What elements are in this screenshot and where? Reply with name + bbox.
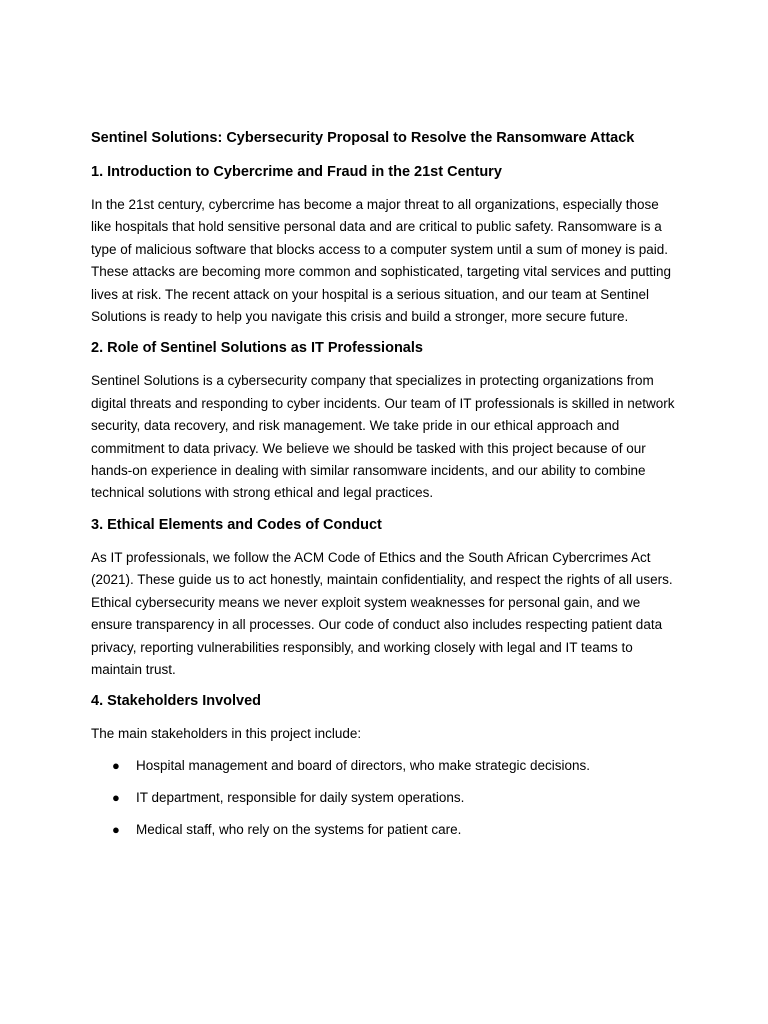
bullet-icon: ● <box>112 789 120 805</box>
stakeholder-list <box>91 756 681 840</box>
section-2-heading: 2. Role of Sentinel Solutions as IT Professionals <box>91 340 423 357</box>
list-item <box>91 756 681 776</box>
section-4-paragraph: The main stakeholders in this project include: <box>91 726 362 742</box>
list-item <box>91 820 681 840</box>
list-item-text: Medical staff, who rely on the systems for patient care. <box>136 821 462 837</box>
section-2-paragraph: Sentinel Solutions is a cybersecurity company that specializes in protecting organizations from digital threats and responding to cyber incidents. Our team of IT professionals is skilled in network security, data recovery, and risk management. We take pride in our ethical approach and commitment to data privacy. We believe we should be tasked with this project because of our hands-on experience in dealing with similar ransomware incidents, and our ability to combine technical solutions with strong ethical and legal practices. <box>91 373 675 501</box>
list-item-text: IT department, responsible for daily system operations. <box>136 789 465 805</box>
section-3-heading: 3. Ethical Elements and Codes of Conduct <box>91 516 382 533</box>
document-title: Sentinel Solutions: Cybersecurity Proposal to Resolve the Ransomware Attack <box>91 130 635 146</box>
section-3-paragraph: As IT professionals, we follow the ACM Code of Ethics and the South African Cybercrimes Act (2021). These guide us to act honestly, maintain confidentiality, and respect the rights of all users. Ethical cybersecurity means we never exploit system weaknesses for personal gain, and we ensure transparency in all processes. Our code of conduct also includes respecting patient data privacy, reporting vulnerabilities responsibly, and working closely with legal and IT teams to maintain trust. <box>91 549 673 677</box>
list-item <box>91 788 681 808</box>
document-page <box>91 126 681 840</box>
section-1-heading: 1. Introduction to Cybercrime and Fraud in the 21st Century <box>91 164 502 180</box>
list-item-text: Hospital management and board of directors, who make strategic decisions. <box>136 757 590 773</box>
bullet-icon: ● <box>112 821 120 837</box>
section-1-paragraph: In the 21st century, cybercrime has become a major threat to all organizations, especially those like hospitals that hold sensitive personal data and are critical to public safety. Ransomware is a type of malicious software that blocks access to a computer system until a sum of money is paid. These attacks are becoming more common and sophisticated, targeting vital services and putting lives at risk. The recent attack on your hospital is a serious situation, and our team at Sentinel Solutions is ready to help you navigate this crisis and build a stronger, more secure future. <box>91 197 672 325</box>
bullet-icon: ● <box>112 757 120 773</box>
section-4-heading: 4. Stakeholders Involved <box>91 693 262 710</box>
